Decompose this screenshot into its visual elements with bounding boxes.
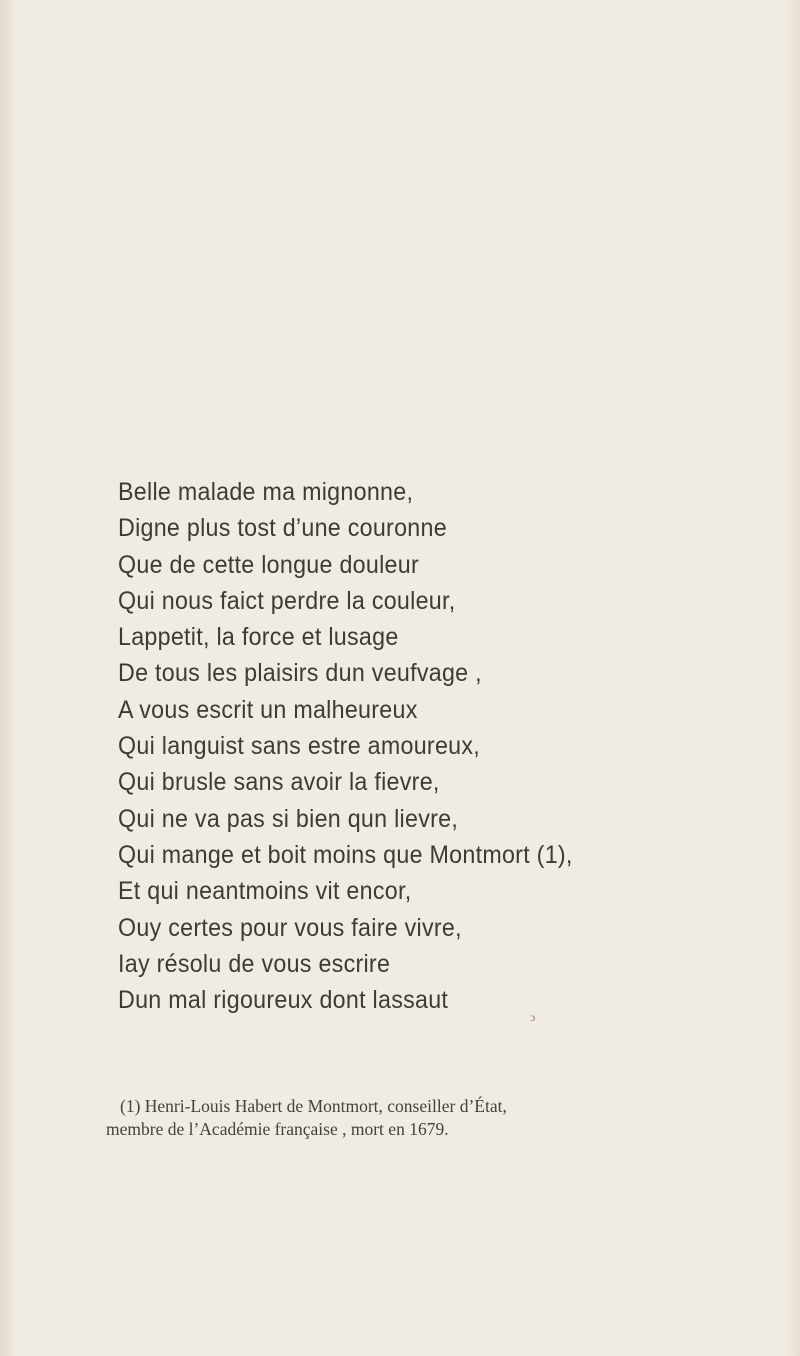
footnote-line: (1) Henri-Louis Habert de Montmort, conseiller d’État, xyxy=(120,1096,507,1116)
poem-line: Et qui neantmoins vit encor, xyxy=(118,877,412,906)
poem-line: Qui mange et boit moins que Montmort (1), xyxy=(118,840,573,869)
poem-line: Dun mal rigoureux dont lassaut xyxy=(118,986,449,1015)
poem-line: Que de cette longue douleur xyxy=(118,550,419,579)
poem-line: Qui brusle sans avoir la fievre, xyxy=(118,768,440,797)
footnote xyxy=(106,1095,796,1141)
poem-line: Qui ne va pas si bien qun lievre, xyxy=(118,804,459,833)
page-edge-shadow xyxy=(786,0,800,1356)
poem-line: Belle malade ma mignonne, xyxy=(118,478,414,506)
poem-line: A vous escrit un malheureux xyxy=(118,695,418,724)
poem-line: Iay résolu de vous escrire xyxy=(118,949,391,978)
poem-line: De tous les plaisirs dun veufvage , xyxy=(118,659,482,688)
poem-line: Qui languist sans estre amoureux, xyxy=(118,732,481,761)
footnote-line: membre de l’Académie française , mort en 1679. xyxy=(106,1119,449,1139)
poem-line: Lappetit, la force et lusage xyxy=(118,623,399,652)
poem xyxy=(118,474,778,1018)
page-edge-shadow xyxy=(0,0,18,1356)
poem-line: Digne plus tost d’une couronne xyxy=(118,514,447,543)
stray-mark: ↄ xyxy=(530,1010,536,1024)
poem-line: Ouy certes pour vous faire vivre, xyxy=(118,913,462,942)
poem-line: Qui nous faict perdre la couleur, xyxy=(118,586,456,615)
